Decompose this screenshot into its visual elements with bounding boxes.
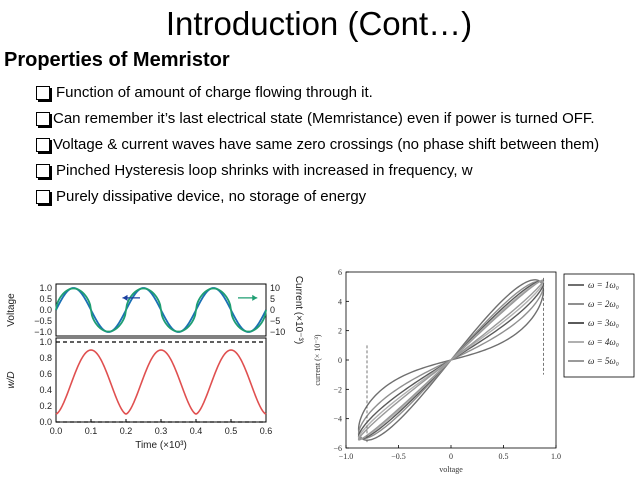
bottom-y-tick-label: 0.8	[39, 353, 52, 363]
bottom-y-tick-label: 0.6	[39, 369, 52, 379]
x-tick-label: 0.6	[259, 426, 273, 436]
legend-label: ω = 3ω₀	[588, 318, 619, 328]
bottom-y-tick-label: 0.4	[39, 385, 52, 395]
current-series-line	[56, 288, 266, 331]
bullet-text: Function of amount of charge flowing through it.	[56, 84, 373, 101]
x-axis-label: voltage	[439, 465, 463, 474]
x-tick-label: 0.1	[84, 426, 98, 436]
top-y2-tick-label: 0	[270, 305, 276, 315]
x-tick-label: 0.5	[498, 452, 509, 461]
top-y2-tick-label: 5	[270, 294, 276, 304]
checkbox-icon	[36, 138, 50, 152]
bullet-item	[36, 161, 626, 181]
bottom-y-axis-label: w/D	[6, 371, 17, 389]
x-tick-label: −1.0	[338, 452, 354, 461]
x-tick-label: −0.5	[391, 452, 406, 461]
bottom-y-tick-label: 1.0	[39, 337, 52, 347]
bullet-item	[36, 135, 626, 155]
y-tick-label: −4	[333, 414, 342, 424]
top-y-axis-label: Voltage	[6, 293, 17, 327]
top-y-tick-label: 0.0	[39, 305, 52, 315]
y-tick-label: −2	[333, 385, 342, 395]
bullet-text: Can remember it’s last electrical state (Memristance) even if power is turned OFF.	[53, 110, 595, 127]
top-y2-tick-label: 10	[270, 283, 281, 293]
checkbox-icon	[36, 190, 50, 204]
top-y2-axis-label: Current (×10⁻³)	[293, 275, 304, 345]
top-y-tick-label: −1.0	[34, 327, 52, 337]
bullet-text: Purely dissipative device, no storage of energy	[56, 188, 367, 205]
legend-label: ω = 2ω₀	[588, 299, 619, 309]
legend-label: ω = 5ω₀	[588, 356, 619, 366]
x-tick-label: 0.3	[154, 426, 168, 436]
top-y-tick-label: 0.5	[39, 294, 52, 304]
x-tick-label: 0.2	[119, 426, 133, 436]
y-tick-label: 4	[338, 297, 342, 307]
x-tick-label: 0.4	[189, 426, 203, 436]
wd-series-line	[56, 350, 266, 414]
slide-subtitle: Properties of Memristor	[4, 49, 230, 71]
y-tick-label: 0	[338, 356, 342, 365]
x-axis-label: Time (×10³)	[135, 440, 187, 451]
top-y2-tick-label: −10	[270, 327, 286, 337]
checkbox-icon	[36, 86, 50, 100]
left-arrow-head	[123, 295, 128, 301]
legend-label: ω = 1ω₀	[588, 280, 619, 290]
top-y2-tick-label: −5	[270, 316, 281, 326]
time-domain-figure	[0, 268, 304, 478]
top-y-tick-label: 1.0	[39, 283, 52, 293]
hysteresis-figure	[306, 262, 638, 479]
y-tick-label: −6	[333, 444, 342, 453]
right-arrow-head	[252, 295, 257, 301]
bullet-list	[36, 83, 626, 213]
bullet-text: Pinched Hysteresis loop shrinks with increased in frequency, w	[56, 162, 473, 179]
bottom-y-tick-label: 0.0	[39, 417, 52, 427]
y-axis-label: current (× 10⁻³)	[313, 334, 322, 386]
slide-title: Introduction (Cont…)	[165, 5, 473, 42]
x-tick-label: 0.0	[49, 426, 63, 436]
x-tick-label: 0.5	[224, 426, 238, 436]
y-tick-label: 6	[338, 268, 342, 277]
checkbox-icon	[36, 164, 50, 178]
hysteresis-loop	[359, 280, 544, 440]
bullet-item	[36, 187, 626, 207]
y-tick-label: 2	[338, 326, 342, 336]
x-tick-label: 1.0	[551, 452, 561, 461]
bullet-text: Voltage & current waves have same zero crossings (no phase shift between them)	[53, 136, 600, 153]
bullet-item	[36, 109, 626, 129]
top-y-tick-label: −0.5	[34, 316, 52, 326]
checkbox-icon	[36, 112, 50, 126]
legend-label: ω = 4ω₀	[588, 337, 619, 347]
bottom-y-tick-label: 0.2	[39, 401, 52, 411]
x-tick-label: 0	[449, 452, 453, 461]
bullet-item	[36, 83, 626, 103]
